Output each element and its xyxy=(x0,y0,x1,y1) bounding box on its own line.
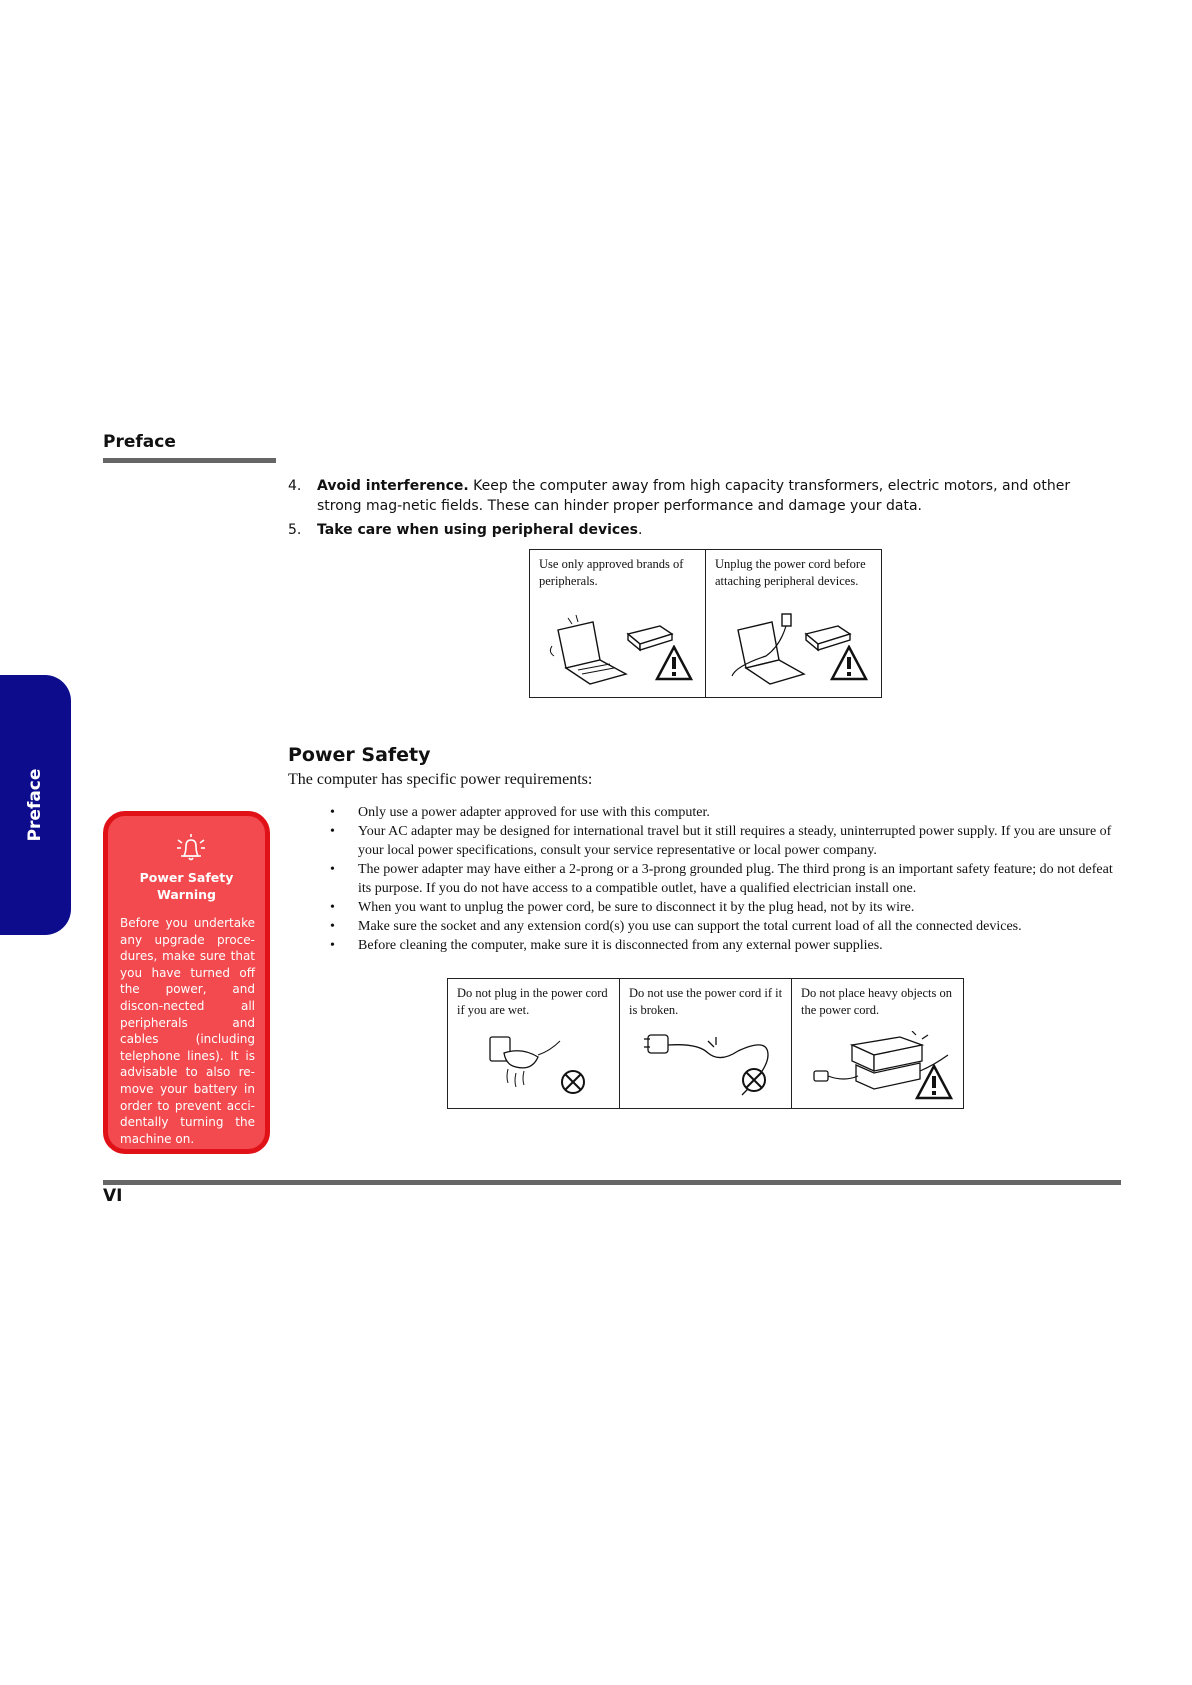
header-rule xyxy=(103,458,276,463)
figure-cell-approved-peripherals xyxy=(530,550,706,697)
figure-cell-heavy-objects xyxy=(792,979,963,1108)
warning-body: Before you undertake any upgrade proce-dures, make sure that you have turned off the power, and discon-nected all peripherals and cables (including telephone lines). It is advisable to also re-move your battery in order to prevent acci-dentally turning the machine on. xyxy=(120,916,255,1146)
section-intro: The computer has specific power requirements: xyxy=(288,771,593,788)
list-item-avoid-interference xyxy=(288,476,1118,516)
figure-caption: Do not use the power cord if it is broken. xyxy=(629,986,783,1017)
list-item: • Before cleaning the computer, make sure it is disconnected from any external power supplies. xyxy=(330,936,1120,955)
alarm-bell-icon xyxy=(175,832,207,862)
figure-cell-wet-hands xyxy=(448,979,620,1108)
section-heading-power-safety: Power Safety xyxy=(288,744,431,766)
power-safety-warning-box xyxy=(103,811,270,1154)
list-item: • Only use a power adapter approved for use with this computer. xyxy=(330,803,1120,822)
figure-cell-broken-cord xyxy=(620,979,792,1108)
item-text: Keep the computer away from high capacity transformers, electric motors, and other strong mag-netic fields. These can hinder proper performance and damage your data. xyxy=(317,478,1071,514)
list-item: • Make sure the socket and any extension cord(s) you use can support the total current load of all the connected devices. xyxy=(330,917,1120,936)
warning-title-line2: Warning xyxy=(157,887,216,902)
side-tab-label: Preface xyxy=(25,768,45,842)
prohibited-icon xyxy=(741,1067,767,1093)
item-number: 5. xyxy=(288,522,302,538)
list-item: • When you want to unplug the power cord, be sure to disconnect it by the plug head, not by its wire. xyxy=(330,898,1120,917)
warning-triangle-icon xyxy=(915,1064,953,1100)
footer-rule xyxy=(103,1180,1121,1185)
figure-cell-unplug-before-attaching xyxy=(706,550,881,697)
page-number: VI xyxy=(103,1186,123,1206)
item-lead: Avoid interference. xyxy=(317,478,469,494)
figure-caption: Use only approved brands of peripherals. xyxy=(539,557,684,588)
side-tab xyxy=(0,675,71,935)
figure-caption: Do not place heavy objects on the power cord. xyxy=(801,986,952,1017)
list-item: • Your AC adapter may be designed for international travel but it still requires a steady, uninterrupted power supply. If you are unsure of your local power specifications, consult your service representative or local power company. xyxy=(330,822,1120,860)
peripheral-figure-table xyxy=(529,549,882,698)
warning-title: Power Safety xyxy=(139,870,234,885)
list-item-peripherals xyxy=(288,520,1118,540)
warning-triangle-icon xyxy=(830,645,868,681)
figure-caption: Do not plug in the power cord if you are wet. xyxy=(457,986,608,1017)
figure-caption: Unplug the power cord before attaching peripheral devices. xyxy=(715,557,866,588)
item-number: 4. xyxy=(288,478,302,494)
list-item: • The power adapter may have either a 2-prong or a 3-prong grounded plug. The third prong is an important safety feature; do not defeat its purpose. If you do not have access to a compatible outlet, have a qualified electrician install one. xyxy=(330,860,1120,898)
warning-triangle-icon xyxy=(655,645,693,681)
power-safety-bullet-list xyxy=(330,803,1120,955)
page-header-title: Preface xyxy=(103,432,176,452)
power-figure-table xyxy=(447,978,964,1109)
item-lead: Take care when using peripheral devices xyxy=(317,522,639,538)
prohibited-icon xyxy=(560,1069,586,1095)
wet-plug-illustration xyxy=(486,1029,566,1101)
item-text: . xyxy=(638,522,643,538)
